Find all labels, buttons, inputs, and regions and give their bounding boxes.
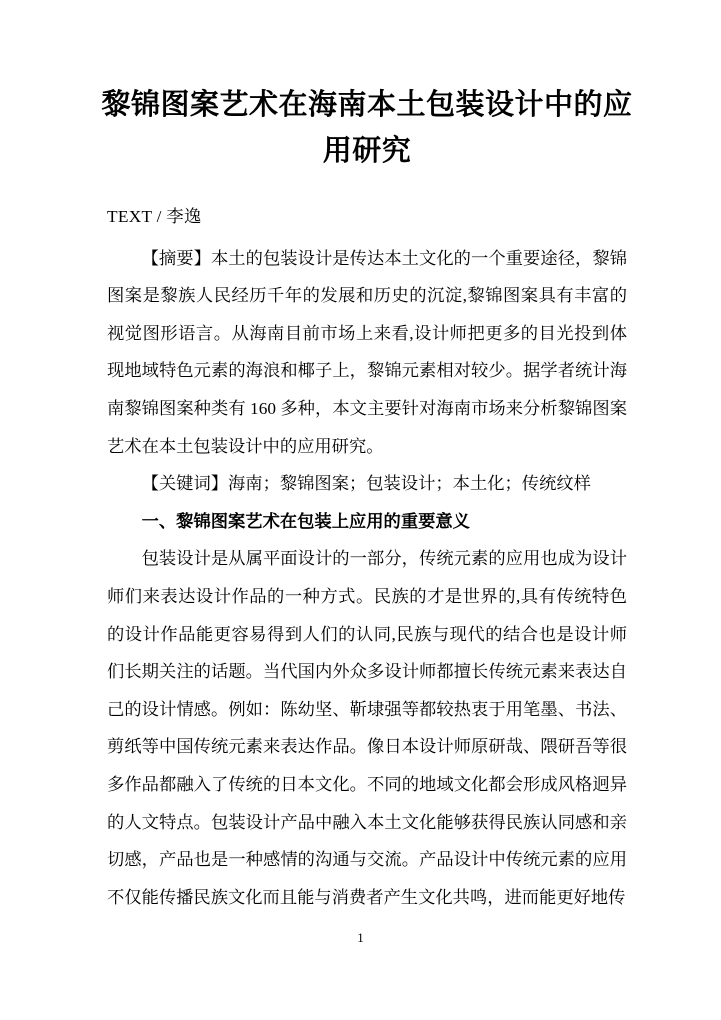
body-paragraph: 包装设计是从属平面设计的一部分，传统元素的应用也成为设计师们来表达设计作品的一种方式。民族的才是世界的,具有传统特色的设计作品能更容易得到人们的认同,民族与现代的结合也是设计师们长期关注的话题。当代国内外众多设计师都擅长传统元素来表达自己的设计情感。例如：陈幼坚、靳埭强等都较热衷于用笔墨、书法、剪纸等中国传统元素来表达作品。像日本设计师原研哉、隈研吾等很多作品都融入了传统的日本文化。不同的地域文化都会形成风格迥异的人文特点。包装设计产品中融入本土文化能够获得民族认同感和亲切感，产品也是一种感情的沟通与交流。产品设计中传统元素的应用不仅能传播民族文化而且能与消费者产生文化共鸣，进而能更好地传 (107, 549, 627, 907)
document-title: 黎锦图案艺术在海南本土包装设计中的应用研究 (101, 89, 633, 167)
section-heading: 一、黎锦图案艺术在包装上应用的重要意义 (141, 511, 470, 531)
document-content (101, 82, 633, 916)
abstract-paragraph: 【摘要】本土的包装设计是传达本土文化的一个重要途径，黎锦图案是黎族人民经历千年的发展和历史的沉淀,黎锦图案具有丰富的视觉图形语言。从海南目前市场上来看,设计师把更多的目光投到体现地域特色元素的海浪和椰子上，黎锦元素相对较少。据学者统计海南黎锦图案种类有 160 多种，本文主要针对海南市场来分析黎锦图案艺术在本土包装设计中的应用研究。 (107, 248, 627, 456)
keywords-line: 【关键词】海南；黎锦图案；包装设计；本土化；传统纹样 (141, 474, 591, 494)
byline: TEXT / 李逸 (107, 207, 202, 226)
page-number: 1 (357, 930, 364, 945)
